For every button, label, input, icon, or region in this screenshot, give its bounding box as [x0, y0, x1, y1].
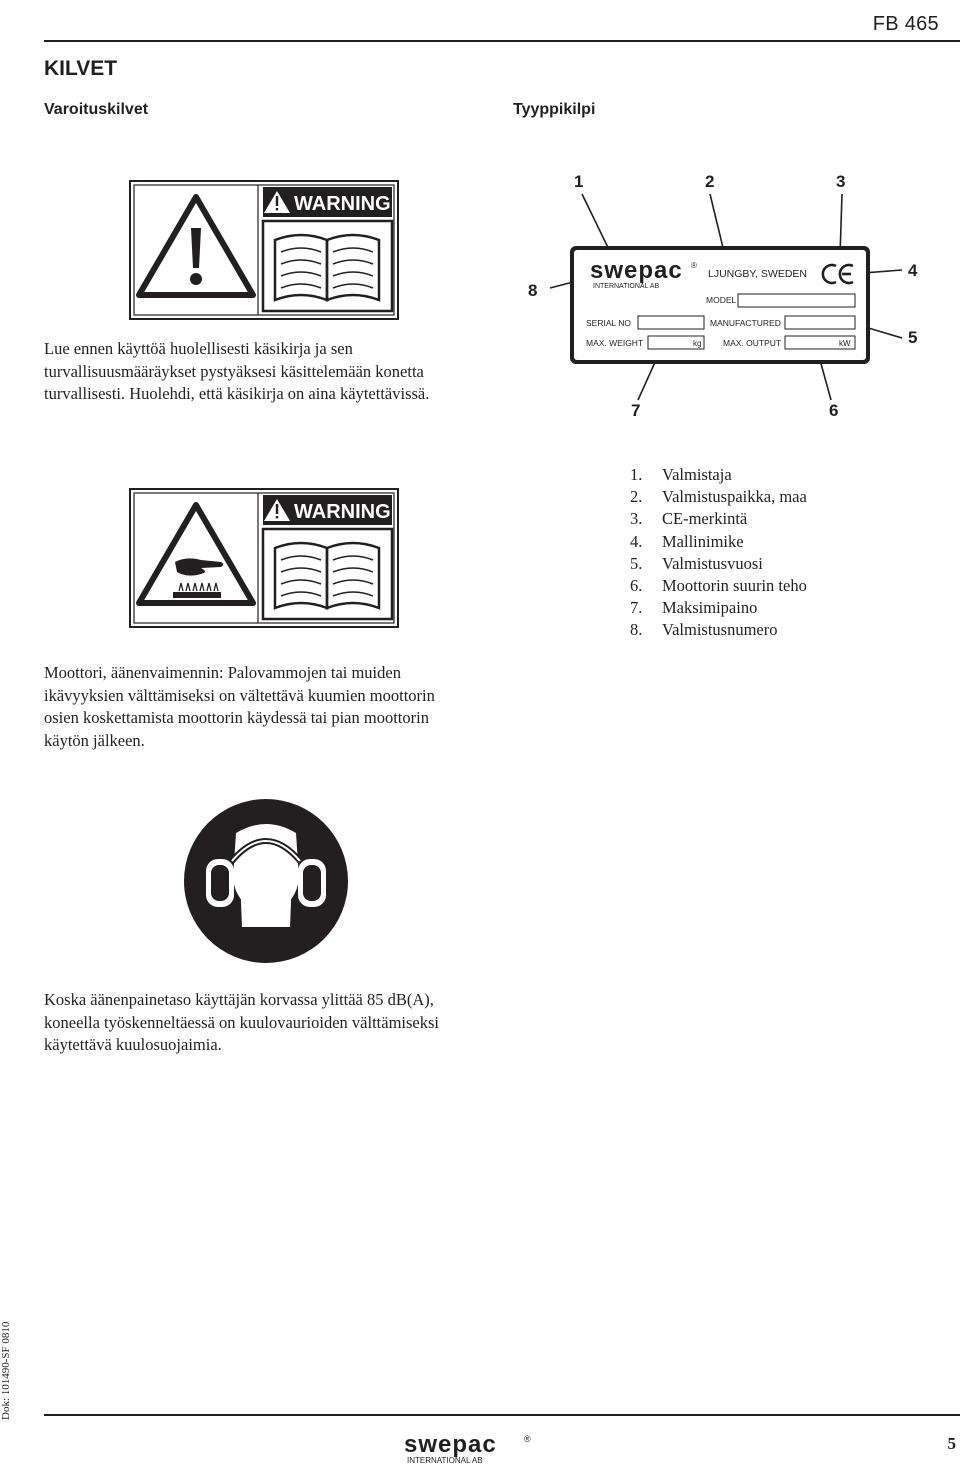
- header-rule: [44, 40, 960, 42]
- callout-6: 6: [829, 401, 839, 420]
- manufactured-label: MANUFACTURED: [710, 318, 781, 328]
- warning-label-text: WARNING: [294, 501, 391, 523]
- type-plate-legend: [630, 464, 807, 642]
- document-side-code: Dok: 101490-SF 0810: [0, 1321, 12, 1420]
- svg-text:swepac: swepac: [404, 1431, 497, 1458]
- warning-labels-heading: Varoituskilvet: [44, 101, 149, 118]
- hot-surface-warning-text: Moottori, äänenvaimennin: Palovammojen tai muiden ikävyyksien välttämiseksi on vältettävä kuumien moottorin osien koskettamista moottorin käydessä tai pian moottorin käytön jälkeen.: [44, 663, 435, 750]
- warning-decal-hot-surface: [129, 488, 399, 628]
- svg-text:INTERNATIONAL AB: INTERNATIONAL AB: [407, 1456, 483, 1465]
- type-plate-heading: Tyyppikilpi: [513, 101, 596, 118]
- callout-1: 1: [574, 172, 584, 191]
- type-plate-diagram: [520, 160, 940, 430]
- document-code: FB 465: [872, 13, 939, 35]
- model-label: MODEL: [706, 295, 737, 305]
- section-title: KILVET: [44, 57, 118, 80]
- legend-item: 7. Maksimipaino: [630, 598, 758, 618]
- manual-book-icon: [275, 543, 379, 608]
- manual-warning-text: Lue ennen käyttöä huolellisesti käsikirja ja sen turvallisuusmääräykset pystyäksesi käsittelemään konetta turvallisesti. Huolehdi, että käsikirja on aina käytettävissä.: [44, 339, 430, 403]
- legend-item: 8. Valmistusnumero: [630, 620, 778, 640]
- plate-brand-logo: swepac: [590, 257, 683, 284]
- plate-registered-mark: ®: [691, 261, 697, 270]
- hot-surface-icon: [139, 505, 253, 603]
- serial-no-label: SERIAL NO: [586, 318, 632, 328]
- callout-5: 5: [908, 328, 918, 347]
- hearing-protection-text: Koska äänenpainetaso käyttäjän korvassa ylittää 85 dB(A), koneella työskenneltäessä on kuulovaurioiden välttämiseksi käytettävä kuulosuojaimia.: [44, 990, 439, 1054]
- legend-item: 3. CE-merkintä: [630, 509, 748, 529]
- legend-item: 1. Valmistaja: [630, 465, 732, 484]
- svg-text:®: ®: [524, 1434, 531, 1444]
- warning-label-text: WARNING: [294, 193, 391, 215]
- callout-2: 2: [705, 172, 715, 191]
- legend-item: 4. Mallinimike: [630, 531, 744, 551]
- max-weight-label: MAX. WEIGHT: [586, 338, 644, 348]
- footer-brand-logo: [404, 1432, 544, 1466]
- legend-item: 2. Valmistuspaikka, maa: [630, 487, 807, 507]
- callout-3: 3: [836, 172, 846, 191]
- legend-item: 5. Valmistusvuosi: [630, 553, 763, 573]
- kw-unit: kW: [839, 339, 851, 348]
- callout-7: 7: [631, 401, 641, 420]
- max-output-label: MAX. OUTPUT: [723, 338, 782, 348]
- footer-rule: [44, 1414, 960, 1416]
- warning-triangle-icon: [139, 197, 253, 295]
- plate-brand-sub: INTERNATIONAL AB: [593, 283, 660, 290]
- page-number: 5: [947, 1434, 956, 1453]
- plate-location: LJUNGBY, SWEDEN: [708, 268, 807, 280]
- callout-4: 4: [908, 261, 918, 280]
- hearing-protection-icon: [184, 799, 348, 963]
- manual-book-icon: [275, 235, 379, 300]
- warning-decal-manual: [129, 180, 399, 320]
- kg-unit: kg: [693, 339, 702, 348]
- legend-item: 6. Moottorin suurin teho: [630, 576, 807, 596]
- callout-8: 8: [528, 281, 538, 300]
